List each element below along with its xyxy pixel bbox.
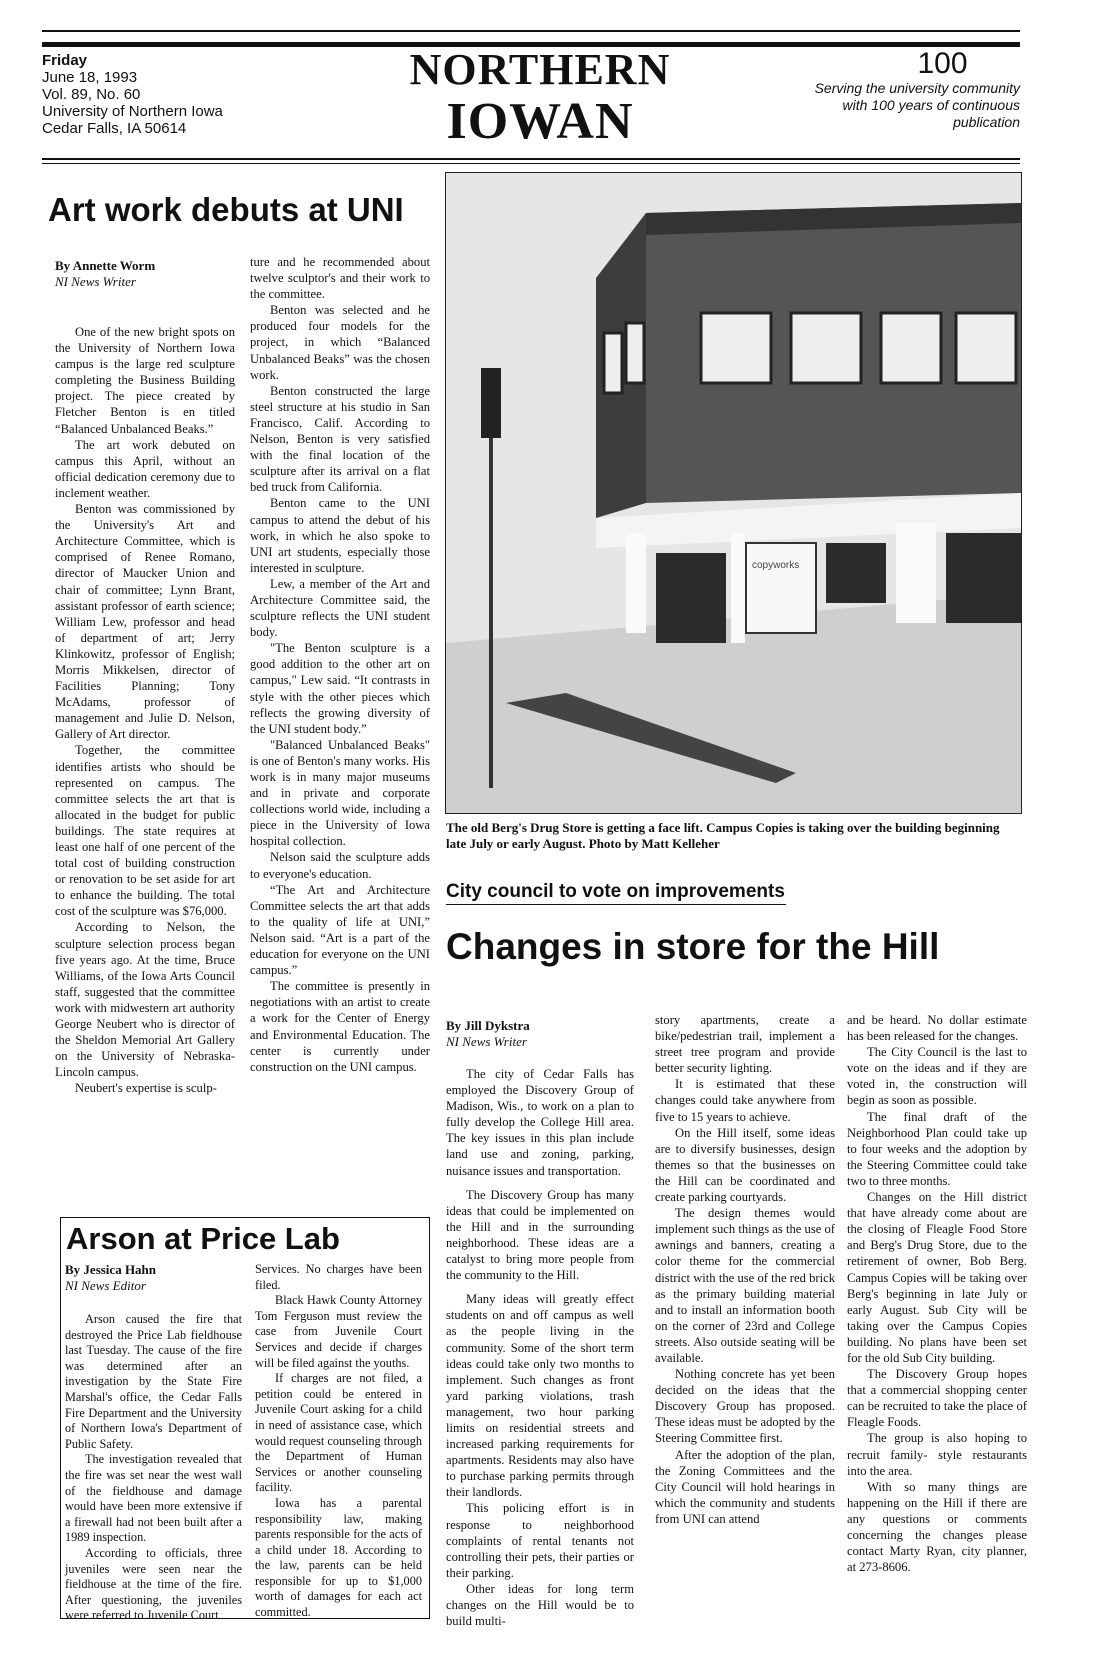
hill-paragraph: The Discovery Group has many ideas that could be implemented on the Hill and in the surrounding neighborhood. These ideas are a catalyst to bring more people from the community to the Hill. <box>446 1187 634 1283</box>
hill-author-role: NI News Writer <box>446 1034 527 1049</box>
art-paragraph: Benton came to the UNI campus to attend the debut of his work, in which he also spoke to UNI art students, especially those interested in sculpture. <box>250 496 430 575</box>
issue-university: University of Northern Iowa <box>42 103 223 120</box>
art-paragraph: Nelson said the sculpture adds to everyone's education. <box>250 850 430 881</box>
arson-paragraph: If charges are not filed, a petition could be entered in Juvenile Court asking for a child in need of assistance case, which would request counseling through the Department of Human Services or another counseling facility. <box>255 1371 423 1495</box>
art-paragraph: Neubert's expertise is sculp- <box>75 1081 217 1096</box>
art-paragraph: One of the new bright spots on the University of Northern Iowa campus is the large red sculpture completing the Business Building project. The piece created by Fletcher Benton is en titled “Balanced Unbalanced Beaks.” <box>55 325 235 436</box>
hill-paragraph: With so many things are happening on the Hill if there are any questions or comments concerning the changes please contact Marty Ryan, city planner, at 273-8606. <box>847 1479 1027 1575</box>
arson-author: By Jessica Hahn <box>65 1262 157 1277</box>
hill-paragraph: This policing effort is in response to neighborhood complaints of rental tenants not controlling their pets, their parties or their parking. <box>446 1501 634 1580</box>
art-paragraph: Lew, a member of the Art and Architecture Committee said, the sculpture reflects the UNI student body. <box>250 576 430 640</box>
art-paragraph: ture and he recommended about twelve sculptor's and their work to the committee. <box>250 255 430 302</box>
art-paragraph: Benton was commissioned by the University's Art and Architecture Committee, which is comprised of Renee Romano, director of Maucker Union and chair of committee; Lynn Brant, assistant professor of earth science; William Lew, professor and head of department of art; Jerry Klinkowitz, professor of English; Morris Mikkelsen, director of Facilities Planning; Tony McAdams, professor of management and Julie D. Nelson, Gallery of Art director. <box>55 502 235 742</box>
art-column-2 <box>250 254 430 1075</box>
top-rule <box>42 30 1020 32</box>
art-paragraph: The art work debuted on campus this April, without an official dedication ceremony due to inclement weather. <box>55 437 235 500</box>
hill-paragraph: Nothing concrete has yet been decided on the ideas that the Discovery Group has proposed. These ideas must be adopted by the Steering Committee first. <box>655 1367 835 1446</box>
arson-column-2 <box>255 1262 422 1621</box>
hill-paragraph: Other ideas for long term changes on the Hill would be to build multi- <box>446 1581 634 1629</box>
arson-paragraph: According to officials, three juveniles were seen near the fieldhouse at the time of the fire. After questioning, the juveniles were referred to Juvenile Court <box>65 1545 242 1623</box>
photo-caption: The old Berg's Drug Store is getting a face lift. Campus Copies is taking over the building beginning late July or early August. Photo by Matt Kelleher <box>446 820 1000 851</box>
hill-paragraph: and be heard. No dollar estimate has been released for the changes. <box>847 1013 1027 1044</box>
hill-column-1 <box>446 1018 634 1629</box>
arson-paragraph: Services. No charges have been filed. <box>255 1262 422 1292</box>
arson-paragraph: Iowa has a parental responsibility law, making parents responsible for the acts of a child under 18. According to the law, parents can be held responsible for up to $1,000 worth of damages for each act committed. <box>255 1495 422 1620</box>
art-byline <box>55 258 235 290</box>
art-paragraph: Together, the committee identifies artists who should be represented on campus. The committee selects the art that is allocated in the budget for public buildings. The state requires at least one half of one percent of the total cost of building construction or renovation to be set aside for art to enhance the building. The total cost of the sculpture was $76,000. <box>55 743 235 919</box>
art-paragraph: Benton was selected and he produced four models for the project, in which “Balanced Unbalanced Beaks” was the chosen work. <box>250 303 430 382</box>
hill-paragraph: story apartments, create a bike/pedestrian trail, implement a street tree program and provide better security lighting. <box>655 1013 835 1076</box>
masthead-tagline: Serving the university community with 100 years of continuous publication <box>814 80 1020 130</box>
art-headline: Art work debuts at UNI <box>48 191 404 228</box>
hill-paragraph: The City Council is the last to vote on the ideas and if they are voted in, the construction will begin as soon as possible. <box>847 1045 1027 1108</box>
art-paragraph: According to Nelson, the sculpture selection process began five years ago. At the time, Bruce Williams, of the Iowa Arts Council staff, suggested that the committee work with midwestern art authority George Neubert who is director of the Sheldon Memorial Art Gallery on the University of Nebraska-Lincoln campus. <box>55 920 235 1080</box>
hill-author: By Jill Dykstra <box>446 1018 530 1033</box>
masthead-bottom-rule <box>42 158 1020 160</box>
art-paragraph: “The Art and Architecture Committee selects the art that adds to the quality of life at UNI,” Nelson said. “Art is a part of the education for everyone on the UNI campus.” <box>250 882 430 978</box>
arson-paragraph: The investigation revealed that the fire was set near the west wall of the fieldhouse and damage would have been more extensive if a firewall had not been built after a 1989 inspection. <box>65 1452 242 1545</box>
newspaper-nameplate <box>400 46 680 150</box>
art-column-1 <box>55 258 235 1097</box>
issue-day: Friday <box>42 52 88 69</box>
art-author: By Annette Worm <box>55 258 156 273</box>
storefront-photo <box>445 172 1022 814</box>
masthead-bottom-rule-2 <box>42 163 1020 164</box>
masthead-info <box>42 52 342 137</box>
hill-column-3 <box>847 1012 1027 1575</box>
storefront-illustration <box>446 173 1021 813</box>
hill-paragraph: On the Hill itself, some ideas are to diversify businesses, design themes so that the businesses on the Hill can be coordinated and create parking courtyards. <box>655 1125 835 1205</box>
hill-byline <box>446 1018 634 1050</box>
copyworks-sign-text: copyworks <box>752 560 800 571</box>
issue-date: June 18, 1993 <box>42 69 138 86</box>
hill-paragraph: The city of Cedar Falls has employed the Discovery Group of Madison, Wis., to work on a plan to fully develop the College Hill area. The key issues in this plan include land use and zoning, parking, nuisance issues and transportation. <box>446 1067 634 1178</box>
nameplate-line-2: IOWAN <box>446 93 634 150</box>
art-paragraph: "The Benton sculpture is a good addition to the other art on campus," Lew said. “It contrasts in style with the other pieces which reflects the growing diversity of the UNI student body.” <box>250 641 430 736</box>
arson-paragraph: Arson caused the fire that destroyed the Price Lab fieldhouse last Tuesday. The cause of the fire was determined after an investigation by the State Fire Marshal's office, the Cedar Falls Fire Department and the University of Northern Iowa's Department of Public Safety. <box>65 1312 242 1451</box>
hill-paragraph: The design themes would implement such things as the use of awnings and banners, creating a color theme for the commercial district with the use of the red brick as the primary building material and to install an information booth on the corner of 23rd and College streets. Also outside seating will be available. <box>655 1206 835 1365</box>
arson-author-role: NI News Editor <box>65 1278 146 1293</box>
arson-paragraph: Black Hawk County Attorney Tom Ferguson must review the case from Juvenile Court Services and decide if charges will be filed against the youths. <box>255 1293 422 1370</box>
hill-headline: Changes in store for the Hill <box>446 926 940 967</box>
hill-paragraph: It is estimated that these changes could take anywhere from five to 15 years to achieve. <box>655 1077 835 1124</box>
arson-column-1 <box>65 1262 242 1624</box>
hill-paragraph: Changes on the Hill district that have already come about are the closing of Fleagle Food Store and Berg's Drug Store, due to the retirement of owner, Bob Berg. Campus Copies will be taking over Berg's beginning in late July or early August. Sub City will be taking over the Campus Copies building. No plans have been set for the old Sub City building. <box>847 1190 1027 1365</box>
arson-byline <box>65 1262 242 1294</box>
hill-paragraph: The group is also hoping to recruit family- style restaurants into the area. <box>847 1431 1027 1478</box>
hill-column-2 <box>655 1012 835 1527</box>
hill-paragraph: The final draft of the Neighborhood Plan could take up to four weeks and the adoption by the Steering Committee could take two to three months. <box>847 1109 1027 1188</box>
hill-paragraph: The Discovery Group hopes that a commercial shopping center can be recruited to take the place of Fleagle Foods. <box>847 1367 1027 1430</box>
art-paragraph: Benton constructed the large steel structure at his studio in San Francisco, Calif. According to Nelson, Benton is very satisfied with the final location of the sculpture after its arrival on a flat bed truck from California. <box>250 383 430 495</box>
hill-paragraph: Many ideas will greatly effect students on and off campus as well as the people living in the community. Some of the short term ideas could take only two months to implement. Such changes as front yard parking violations, trash management, two hour parking limits on residential streets and increased parking requirements for apartments. Residents may also have to purchase parking permits through their landlords. <box>446 1292 634 1500</box>
art-author-role: NI News Writer <box>55 274 136 289</box>
art-paragraph: "Balanced Unbalanced Beaks" is one of Benton's many works. His work is in many major museums and in private and corporate collections world wide, including a piece in the University of Iowa hospital collection. <box>250 737 430 849</box>
hill-kicker: City council to vote on improvements <box>446 880 786 905</box>
art-paragraph: The committee is presently in negotiations with an artist to create a work for the Center of Energy and Environmental Education. The center is currently under construction on the UNI campus. <box>250 979 430 1074</box>
anniversary-number: 100 <box>917 47 968 80</box>
issue-location: Cedar Falls, IA 50614 <box>42 120 187 137</box>
issue-volume: Vol. 89, No. 60 <box>42 86 141 103</box>
arson-headline: Arson at Price Lab <box>66 1221 340 1256</box>
hill-paragraph: After the adoption of the plan, the Zoning Committees and the City Council will hold hearings in which the community and students from UNI can attend <box>655 1447 835 1526</box>
masthead-anniversary <box>805 48 1020 131</box>
nameplate-line-1: NORTHERN <box>409 45 671 94</box>
